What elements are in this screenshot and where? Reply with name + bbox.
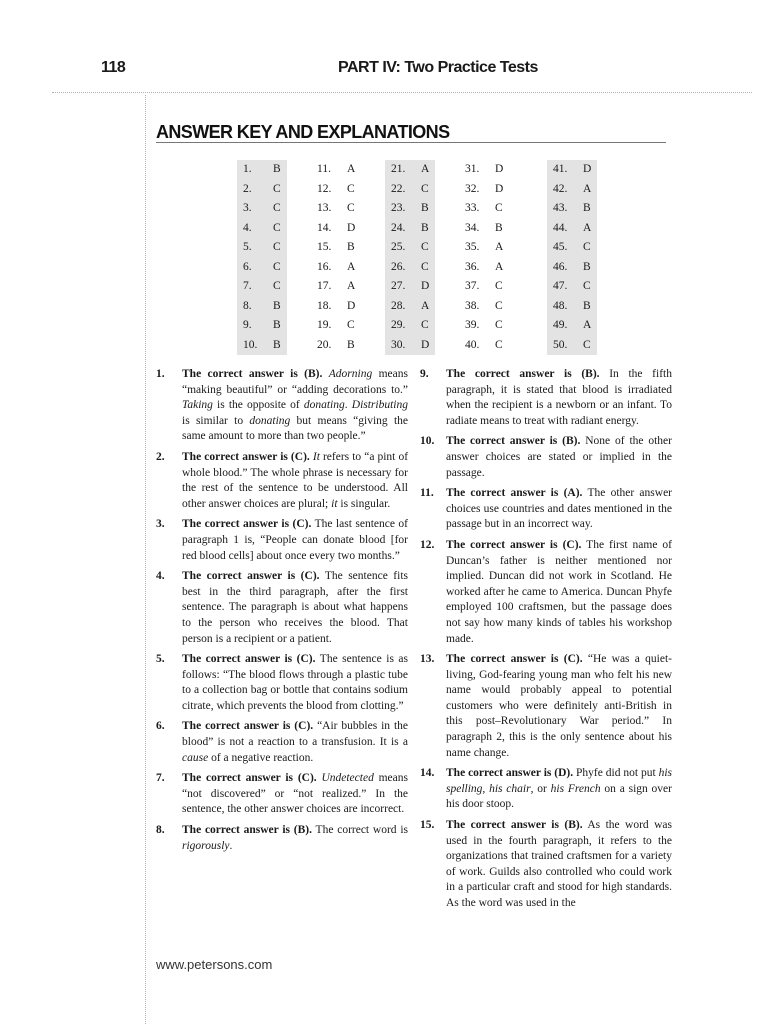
explanation-body: It refers to “a pint of whole blood.” The whole phrase is necessary for the rest of the sentence to be understood. All other answer choices are plural; it is singular. bbox=[182, 450, 409, 510]
explanation-number: 12. bbox=[420, 538, 435, 551]
question-number: 41. bbox=[553, 163, 568, 175]
answer-key-row bbox=[237, 180, 287, 200]
answer-letter: C bbox=[347, 319, 355, 331]
margin-dotted-rule bbox=[145, 95, 146, 1024]
question-number: 22. bbox=[391, 182, 406, 195]
footer-url: www.petersons.com bbox=[156, 957, 273, 972]
answer-key-row bbox=[459, 336, 509, 356]
answer-key-row bbox=[385, 316, 435, 336]
answer-key-row bbox=[459, 297, 509, 317]
explanation-body: The correct word is rigorously. bbox=[182, 824, 408, 852]
answer-key-row bbox=[237, 297, 287, 317]
explanation-body: In the fifth paragraph, it is stated that blood is irradiated when the recipient is a newborn or an infant. To radiate means to treat with radiant energy. bbox=[446, 368, 672, 427]
explanation-body: The sentence is as follows: “The blood flows through a plastic tube to a collection bag or bottle that contains sodium citrate, which prevents the blood from clotting.” bbox=[182, 653, 409, 712]
question-number: 9. bbox=[243, 319, 252, 331]
explanation-lead: The correct answer is (C). bbox=[182, 518, 312, 531]
question-number: 26. bbox=[391, 260, 406, 273]
answer-letter: C bbox=[273, 241, 281, 253]
explanation-number: 8. bbox=[156, 824, 165, 837]
answer-key-column bbox=[385, 160, 435, 355]
explanation-item bbox=[156, 652, 408, 714]
answer-key-row bbox=[459, 199, 509, 219]
answer-key-grid bbox=[237, 160, 605, 355]
question-number: 24. bbox=[391, 221, 406, 234]
answer-letter: B bbox=[583, 202, 591, 214]
question-number: 11. bbox=[317, 163, 331, 175]
question-number: 30. bbox=[391, 338, 406, 351]
explanation-body: The first name of Duncan’s father is neither mentioned nor implied. Duncan did not work in Scotland. He worked after he came to America. Duncan Phyfe employed 100 craftsmen, but the passage does not say how many kinds of tables his workshop made. bbox=[446, 538, 672, 645]
answer-key-row bbox=[311, 160, 361, 180]
answer-key-row bbox=[311, 336, 361, 356]
explanation-item bbox=[420, 367, 672, 429]
answer-letter: C bbox=[273, 280, 281, 292]
answer-letter: D bbox=[495, 163, 504, 175]
answer-key-row bbox=[385, 336, 435, 356]
explanation-number: 11. bbox=[420, 487, 434, 500]
answer-key-row bbox=[237, 316, 287, 336]
explanation-item bbox=[420, 486, 672, 533]
answer-letter: C bbox=[347, 202, 355, 214]
answer-letter: A bbox=[583, 182, 592, 195]
answer-letter: A bbox=[347, 260, 356, 273]
answer-letter: C bbox=[347, 182, 355, 195]
explanation-number: 15. bbox=[420, 819, 435, 832]
answer-key-row bbox=[237, 336, 287, 356]
explanation-number: 7. bbox=[156, 772, 165, 785]
question-number: 5. bbox=[243, 241, 252, 253]
answer-letter: A bbox=[347, 280, 356, 292]
answer-key-column bbox=[237, 160, 287, 355]
explanation-item bbox=[420, 538, 672, 647]
answer-letter: C bbox=[583, 241, 591, 253]
answer-key-column bbox=[311, 160, 361, 355]
answer-letter: A bbox=[347, 163, 356, 175]
explanation-item bbox=[420, 434, 672, 481]
answer-key-row bbox=[547, 297, 597, 317]
answer-letter: A bbox=[495, 260, 504, 273]
explanation-body: “He was a quiet-living, God-fearing young man who felt his new name would probably appeal to potential customers who were definitely anti-British in this post–Revolutionary War period.” In paragraph 2, this is the only sentence about his name change. bbox=[446, 653, 673, 759]
question-number: 17. bbox=[317, 280, 332, 292]
answer-key-row bbox=[459, 258, 509, 278]
explanation-body: Undetected means “not discovered” or “not realized.” In the sentence, the other answer choices are incorrect. bbox=[182, 772, 408, 816]
explanation-body: The sentence fits best in the third paragraph, after the first sentence. The paragraph is about what happens to the person who receives the blood. That person is a recipient or a patient. bbox=[182, 570, 408, 645]
explanation-lead: The correct answer is (C). bbox=[446, 653, 583, 666]
answer-key-row bbox=[459, 180, 509, 200]
question-number: 23. bbox=[391, 202, 406, 214]
answer-letter: C bbox=[421, 182, 429, 195]
answer-letter: B bbox=[583, 260, 591, 273]
explanation-body: The last sentence of paragraph 1 is, “People can donate blood [for red blood cells] about once every two months.” bbox=[182, 518, 408, 562]
question-number: 29. bbox=[391, 319, 406, 331]
answer-letter: C bbox=[421, 319, 429, 331]
question-number: 14. bbox=[317, 221, 332, 234]
question-number: 6. bbox=[243, 260, 252, 273]
explanation-lead: The correct answer is (B). bbox=[446, 435, 581, 448]
question-number: 13. bbox=[317, 202, 332, 214]
explanation-item bbox=[420, 652, 672, 761]
answer-key-row bbox=[385, 277, 435, 297]
answer-letter: B bbox=[273, 163, 281, 175]
answer-key-row bbox=[385, 199, 435, 219]
question-number: 46. bbox=[553, 260, 568, 273]
explanation-body: Adorning means “making beautiful” or “adding decorations to.” Taking is the opposite of donating. Distributing is similar to donating but means “giving the same amount to more than two people.” bbox=[182, 368, 408, 443]
answer-key-row bbox=[459, 160, 509, 180]
question-number: 39. bbox=[465, 319, 480, 331]
answer-letter: D bbox=[421, 280, 430, 292]
question-number: 10. bbox=[243, 338, 258, 351]
question-number: 19. bbox=[317, 319, 332, 331]
explanation-lead: The correct answer is (C). bbox=[182, 653, 316, 666]
explanation-body: None of the other answer choices are stated or implied in the passage. bbox=[446, 435, 672, 479]
explanation-number: 9. bbox=[420, 368, 429, 380]
answer-letter: C bbox=[495, 338, 503, 351]
question-number: 43. bbox=[553, 202, 568, 214]
running-head: PART IV: Two Practice Tests bbox=[338, 59, 538, 76]
answer-key-row bbox=[237, 219, 287, 239]
explanation-lead: The correct answer is (A). bbox=[446, 487, 583, 500]
answer-key-row bbox=[385, 219, 435, 239]
question-number: 16. bbox=[317, 260, 332, 273]
explanation-body: As the word was used in the fourth paragraph, it refers to the organizations that trained craftsmen for a variety of work. Guilds also controlled who could work in a particular craft and stood for high standards. As the word was used in the bbox=[446, 819, 672, 909]
answer-key-row bbox=[237, 258, 287, 278]
answer-key-row bbox=[547, 277, 597, 297]
answer-key-row bbox=[547, 219, 597, 239]
answer-key-row bbox=[459, 277, 509, 297]
explanation-lead: The correct answer is (D). bbox=[446, 767, 574, 780]
answer-key-row bbox=[385, 297, 435, 317]
answer-key-row bbox=[237, 277, 287, 297]
answer-key-row bbox=[547, 238, 597, 258]
explanation-lead: The correct answer is (C). bbox=[182, 772, 317, 785]
question-number: 21. bbox=[391, 163, 406, 175]
explanation-number: 14. bbox=[420, 767, 435, 780]
answer-letter: B bbox=[421, 202, 429, 214]
explanation-body: The other answer choices use countries and dates mentioned in the passage but in an incorrect way. bbox=[446, 487, 673, 531]
explanation-number: 10. bbox=[420, 435, 435, 448]
explanation-item bbox=[156, 517, 408, 564]
question-number: 48. bbox=[553, 299, 568, 312]
answer-key-row bbox=[385, 180, 435, 200]
answer-key-row bbox=[459, 316, 509, 336]
answer-letter: C bbox=[273, 182, 281, 195]
question-number: 42. bbox=[553, 182, 568, 195]
answer-letter: B bbox=[273, 319, 281, 331]
answer-letter: B bbox=[273, 338, 281, 351]
answer-letter: A bbox=[583, 319, 592, 331]
answer-letter: C bbox=[421, 260, 429, 273]
answer-key-row bbox=[237, 199, 287, 219]
explanation-body: “Air bubbles in the blood” is not a reaction to a transfusion. It is a cause of a negative reaction. bbox=[182, 720, 409, 764]
question-number: 38. bbox=[465, 299, 480, 312]
answer-letter: A bbox=[495, 241, 504, 253]
answer-letter: C bbox=[273, 221, 281, 234]
question-number: 27. bbox=[391, 280, 406, 292]
answer-key-row bbox=[547, 180, 597, 200]
answer-letter: C bbox=[583, 280, 591, 292]
question-number: 37. bbox=[465, 280, 480, 292]
answer-key-row bbox=[459, 219, 509, 239]
explanation-number: 4. bbox=[156, 570, 165, 583]
explanation-number: 2. bbox=[156, 450, 165, 463]
title-rule bbox=[156, 142, 666, 143]
answer-key-row bbox=[311, 219, 361, 239]
answer-key-row bbox=[311, 199, 361, 219]
question-number: 36. bbox=[465, 260, 480, 273]
answer-key-row bbox=[237, 238, 287, 258]
explanation-item bbox=[156, 367, 408, 445]
explanation-item bbox=[156, 450, 408, 512]
question-number: 32. bbox=[465, 182, 480, 195]
question-number: 2. bbox=[243, 182, 252, 195]
answer-letter: D bbox=[347, 221, 356, 234]
answer-letter: A bbox=[583, 221, 592, 234]
question-number: 25. bbox=[391, 241, 406, 253]
answer-key-row bbox=[547, 336, 597, 356]
question-number: 20. bbox=[317, 338, 332, 351]
answer-letter: D bbox=[583, 163, 592, 175]
explanation-number: 5. bbox=[156, 653, 165, 666]
explanation-item bbox=[156, 823, 408, 854]
answer-letter: D bbox=[421, 338, 430, 351]
question-number: 7. bbox=[243, 280, 252, 292]
answer-key-row bbox=[311, 258, 361, 278]
answer-key-row bbox=[311, 180, 361, 200]
answer-key-row bbox=[311, 316, 361, 336]
answer-key-row bbox=[547, 199, 597, 219]
explanation-item bbox=[156, 719, 408, 766]
question-number: 40. bbox=[465, 338, 480, 351]
answer-key-row bbox=[385, 160, 435, 180]
answer-letter: C bbox=[495, 319, 503, 331]
question-number: 8. bbox=[243, 299, 252, 312]
question-number: 1. bbox=[243, 163, 252, 175]
answer-letter: C bbox=[495, 280, 503, 292]
question-number: 31. bbox=[465, 163, 480, 175]
question-number: 4. bbox=[243, 221, 252, 234]
explanation-lead: The correct answer is (C). bbox=[446, 538, 582, 551]
answer-letter: B bbox=[347, 241, 355, 253]
answer-key-column bbox=[547, 160, 597, 355]
explanation-lead: The correct answer is (B). bbox=[446, 819, 583, 832]
header-dotted-rule bbox=[52, 92, 752, 93]
answer-letter: B bbox=[583, 299, 591, 312]
explanation-lead: The correct answer is (C). bbox=[182, 720, 314, 733]
answer-key-row bbox=[385, 258, 435, 278]
question-number: 49. bbox=[553, 319, 568, 331]
answer-key-column bbox=[459, 160, 509, 355]
explanation-item bbox=[420, 766, 672, 813]
page-number: 118 bbox=[101, 59, 126, 76]
question-number: 18. bbox=[317, 299, 332, 312]
explanation-item bbox=[156, 569, 408, 647]
question-number: 34. bbox=[465, 221, 480, 234]
question-number: 35. bbox=[465, 241, 480, 253]
answer-letter: C bbox=[495, 299, 503, 312]
section-title: ANSWER KEY AND EXPLANATIONS bbox=[156, 122, 450, 142]
answer-key-row bbox=[311, 297, 361, 317]
answer-key-row bbox=[311, 238, 361, 258]
answer-letter: C bbox=[583, 338, 591, 351]
explanation-body: Phyfe did not put his spelling, his chair, or his French on a sign over his door stoop. bbox=[446, 767, 672, 811]
answer-letter: D bbox=[347, 299, 356, 312]
answer-letter: C bbox=[421, 241, 429, 253]
answer-key-row bbox=[311, 277, 361, 297]
answer-letter: A bbox=[421, 299, 430, 312]
answer-key-row bbox=[547, 316, 597, 336]
explanation-number: 3. bbox=[156, 518, 165, 531]
answer-key-row bbox=[547, 160, 597, 180]
answer-letter: C bbox=[495, 202, 503, 214]
explanation-lead: The correct answer is (B). bbox=[446, 368, 600, 380]
answer-key-row bbox=[547, 258, 597, 278]
question-number: 44. bbox=[553, 221, 568, 234]
question-number: 50. bbox=[553, 338, 568, 351]
explanations-left-column bbox=[156, 367, 408, 859]
explanation-lead: The correct answer is (C). bbox=[182, 450, 310, 463]
explanation-lead: The correct answer is (B). bbox=[182, 368, 323, 380]
explanation-number: 1. bbox=[156, 368, 165, 380]
explanation-item bbox=[156, 771, 408, 818]
answer-letter: B bbox=[421, 221, 429, 234]
explanation-lead: The correct answer is (B). bbox=[182, 824, 312, 837]
answer-letter: C bbox=[273, 260, 281, 273]
explanation-item bbox=[420, 818, 672, 912]
answer-key-row bbox=[459, 238, 509, 258]
explanation-lead: The correct answer is (C). bbox=[182, 570, 320, 583]
answer-letter: A bbox=[421, 163, 430, 175]
answer-letter: B bbox=[495, 221, 503, 234]
question-number: 15. bbox=[317, 241, 332, 253]
question-number: 12. bbox=[317, 182, 332, 195]
answer-key-row bbox=[237, 160, 287, 180]
explanations-right-column bbox=[420, 367, 672, 917]
answer-letter: C bbox=[273, 202, 281, 214]
answer-letter: B bbox=[347, 338, 355, 351]
question-number: 28. bbox=[391, 299, 406, 312]
question-number: 33. bbox=[465, 202, 480, 214]
answer-letter: D bbox=[495, 182, 504, 195]
question-number: 45. bbox=[553, 241, 568, 253]
answer-letter: B bbox=[273, 299, 281, 312]
answer-key-row bbox=[385, 238, 435, 258]
explanation-number: 6. bbox=[156, 720, 165, 733]
explanation-number: 13. bbox=[420, 653, 435, 666]
question-number: 47. bbox=[553, 280, 568, 292]
question-number: 3. bbox=[243, 202, 252, 214]
